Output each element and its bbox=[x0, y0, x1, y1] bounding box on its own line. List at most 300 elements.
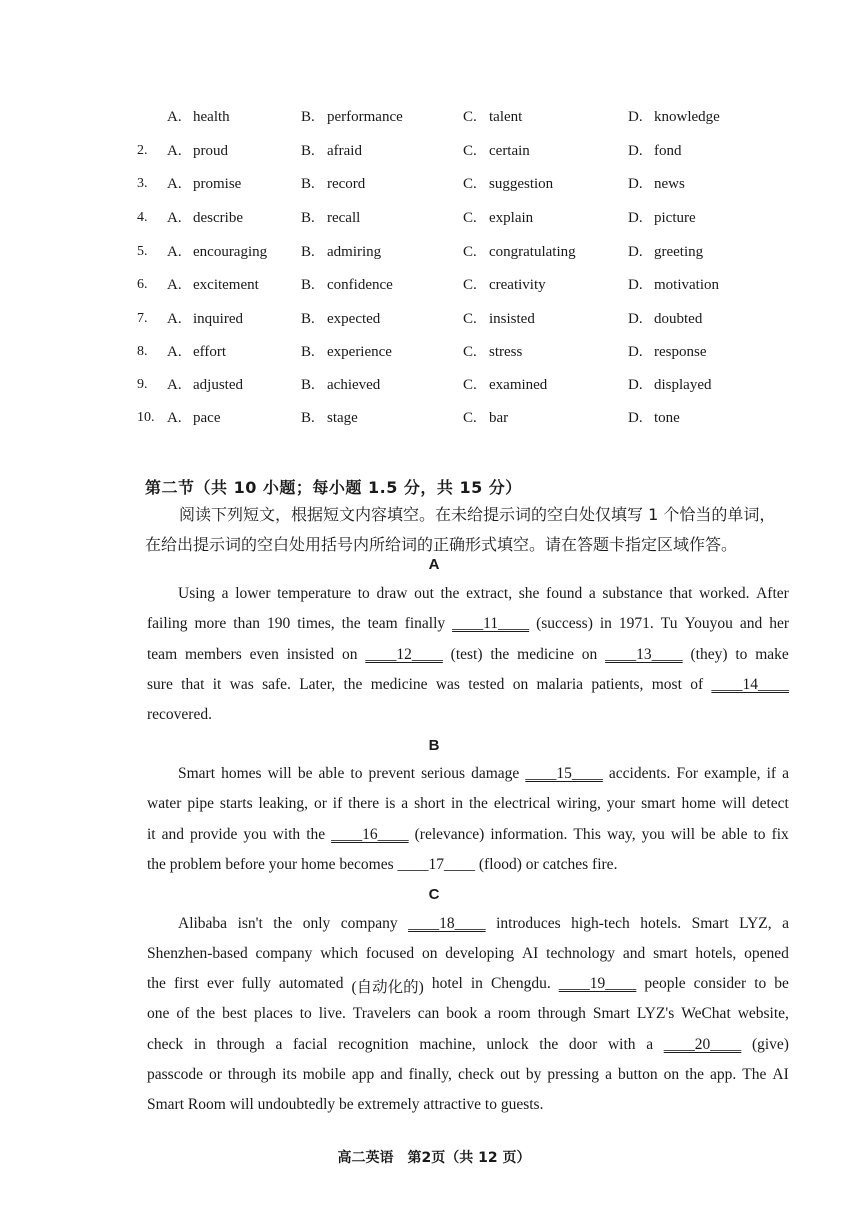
option-letter: A. bbox=[167, 410, 182, 426]
option-row bbox=[0, 277, 868, 307]
word: on bbox=[421, 945, 438, 962]
word: Tu bbox=[660, 615, 678, 632]
word: Chengdu. bbox=[490, 975, 551, 992]
option-text: performance bbox=[327, 109, 403, 125]
word: will bbox=[670, 826, 696, 843]
word: of bbox=[690, 676, 704, 693]
word: smart bbox=[641, 795, 676, 812]
option-letter: D. bbox=[628, 311, 643, 327]
word: check bbox=[147, 1036, 184, 1053]
option-text: record bbox=[327, 176, 366, 192]
page-footer: 高二英语 第2页（共 12 页） bbox=[337, 1150, 531, 1166]
word: a bbox=[588, 585, 596, 602]
word: medicine bbox=[517, 646, 574, 663]
word: draw bbox=[376, 585, 408, 602]
option-letter: B. bbox=[301, 344, 315, 360]
option-text: excitement bbox=[193, 277, 259, 293]
word: safe. bbox=[262, 676, 291, 693]
line-text: recovered. bbox=[147, 706, 212, 723]
word: through bbox=[537, 1005, 586, 1022]
word: by bbox=[525, 1066, 542, 1083]
answer-blank: ____16____ bbox=[331, 826, 409, 843]
word: a bbox=[221, 585, 229, 602]
word: passcode bbox=[147, 1066, 203, 1083]
answer-blank: ____18____ bbox=[408, 915, 486, 932]
word: technology bbox=[546, 945, 616, 962]
passage-line bbox=[147, 856, 789, 874]
option-row bbox=[0, 410, 868, 440]
word: The bbox=[742, 1066, 767, 1083]
word: the bbox=[196, 1005, 216, 1022]
word: pipe bbox=[187, 795, 215, 812]
option-text: knowledge bbox=[654, 109, 720, 125]
word: fully bbox=[241, 975, 271, 992]
passage-b-letter: B bbox=[428, 737, 440, 754]
passage-line bbox=[147, 615, 789, 633]
word: first bbox=[173, 975, 199, 992]
word: in bbox=[470, 975, 483, 992]
option-c bbox=[463, 311, 535, 328]
word: Using bbox=[178, 585, 216, 602]
option-letter: D. bbox=[628, 277, 643, 293]
word: consider bbox=[693, 975, 747, 992]
passage-line bbox=[147, 975, 789, 997]
word: team bbox=[147, 646, 178, 663]
word: with bbox=[272, 826, 301, 843]
word: to bbox=[735, 646, 748, 663]
word: LYZ's bbox=[636, 1005, 675, 1022]
answer-blank: ____13____ bbox=[605, 646, 683, 663]
question-number: 5. bbox=[137, 244, 148, 259]
option-letter: C. bbox=[463, 176, 477, 192]
word: tested bbox=[468, 676, 505, 693]
word: opened bbox=[744, 945, 789, 962]
option-d bbox=[628, 311, 702, 328]
word: substance bbox=[602, 585, 663, 602]
passage-line bbox=[147, 826, 789, 844]
word: be bbox=[701, 826, 716, 843]
word: that bbox=[669, 585, 693, 602]
word: to bbox=[299, 1005, 312, 1022]
option-d bbox=[628, 377, 712, 394]
option-c bbox=[463, 210, 533, 227]
option-letter: A. bbox=[167, 143, 182, 159]
word: on bbox=[663, 1066, 680, 1083]
option-text: creativity bbox=[489, 277, 546, 293]
word: you bbox=[243, 826, 267, 843]
word: Smart bbox=[178, 765, 216, 782]
word: of bbox=[176, 1005, 190, 1022]
option-text: explain bbox=[489, 210, 534, 226]
word: best bbox=[222, 1005, 248, 1022]
option-letter: B. bbox=[301, 109, 315, 125]
word: (自动化的) bbox=[351, 979, 424, 996]
answer-blank: ____12____ bbox=[365, 646, 443, 663]
word: provide bbox=[190, 826, 238, 843]
word: Smart bbox=[691, 915, 729, 932]
word: the bbox=[306, 826, 326, 843]
option-c bbox=[463, 176, 553, 193]
word: (success) bbox=[536, 615, 593, 632]
option-letter: A. bbox=[167, 210, 182, 226]
word: (test) bbox=[450, 646, 483, 663]
option-a bbox=[167, 176, 241, 193]
option-text: insisted bbox=[489, 311, 535, 327]
passage-line bbox=[147, 1066, 789, 1084]
word: is bbox=[385, 795, 396, 812]
option-d bbox=[628, 344, 707, 361]
option-letter: D. bbox=[628, 176, 643, 192]
answer-blank: ____20____ bbox=[663, 1036, 742, 1053]
option-a bbox=[167, 109, 230, 126]
option-text: greeting bbox=[654, 244, 704, 260]
option-letter: B. bbox=[301, 377, 315, 393]
option-b bbox=[301, 143, 362, 160]
word: water bbox=[147, 795, 182, 812]
word: if bbox=[766, 765, 777, 782]
option-row bbox=[0, 311, 868, 341]
option-text: bar bbox=[489, 410, 509, 426]
option-text: picture bbox=[654, 210, 696, 226]
word: the bbox=[341, 615, 361, 632]
word: worked. bbox=[699, 585, 750, 602]
word: it bbox=[212, 676, 222, 693]
word: electrical bbox=[493, 795, 551, 812]
option-text: stage bbox=[327, 410, 358, 426]
option-letter: D. bbox=[628, 143, 643, 159]
word: and bbox=[161, 826, 185, 843]
option-text: congratulating bbox=[489, 244, 576, 260]
option-text: effort bbox=[193, 344, 227, 360]
option-text: afraid bbox=[327, 143, 362, 159]
word: a bbox=[646, 1036, 654, 1053]
word: (relevance) bbox=[414, 826, 485, 843]
option-letter: C. bbox=[463, 277, 477, 293]
word: medicine bbox=[370, 676, 428, 693]
passage-line bbox=[178, 585, 789, 603]
word: times, bbox=[297, 615, 335, 632]
word: her bbox=[769, 615, 789, 632]
word: through bbox=[227, 1066, 277, 1083]
option-text: admiring bbox=[327, 244, 382, 260]
word: live. bbox=[318, 1005, 346, 1022]
option-letter: B. bbox=[301, 176, 315, 192]
word: hotels. bbox=[640, 915, 682, 932]
option-letter: C. bbox=[463, 109, 477, 125]
word: in bbox=[599, 615, 612, 632]
word: finally, bbox=[408, 1066, 452, 1083]
option-b bbox=[301, 410, 358, 427]
option-text: adjusted bbox=[193, 377, 243, 393]
answer-blank: ____14____ bbox=[711, 676, 789, 693]
word: example, bbox=[704, 765, 761, 782]
word: people bbox=[644, 975, 686, 992]
word: on bbox=[341, 646, 358, 663]
option-row bbox=[0, 344, 868, 374]
word: patients, bbox=[591, 676, 644, 693]
option-letter: C. bbox=[463, 410, 477, 426]
word: Travelers bbox=[352, 1005, 411, 1022]
question-number: 10. bbox=[137, 410, 155, 425]
word: Alibaba bbox=[178, 915, 228, 932]
passage-line bbox=[178, 915, 789, 933]
option-d bbox=[628, 176, 685, 193]
word: AI bbox=[772, 1066, 789, 1083]
word: a bbox=[782, 765, 789, 782]
word: your bbox=[606, 795, 636, 812]
option-text: suggestion bbox=[489, 176, 554, 192]
word: and bbox=[380, 1066, 403, 1083]
option-c bbox=[463, 143, 530, 160]
word: ever bbox=[206, 975, 234, 992]
option-text: achieved bbox=[327, 377, 381, 393]
instruction-line-2: 在给出提示词的空白处用括号内所给词的正确形式填空。请在答题卡指定区域作答。 bbox=[145, 535, 738, 554]
option-row bbox=[0, 210, 868, 240]
word: finally bbox=[404, 615, 446, 632]
option-row bbox=[0, 244, 868, 274]
option-letter: B. bbox=[301, 143, 315, 159]
word: be bbox=[297, 765, 313, 782]
question-number: 7. bbox=[137, 311, 148, 326]
word: you bbox=[641, 826, 665, 843]
option-d bbox=[628, 210, 696, 227]
word: will bbox=[267, 765, 292, 782]
option-letter: D. bbox=[628, 244, 643, 260]
word: way, bbox=[606, 826, 636, 843]
instruction-text bbox=[145, 500, 790, 560]
word: room bbox=[498, 1005, 531, 1022]
word: information. bbox=[490, 826, 568, 843]
option-text: describe bbox=[193, 210, 243, 226]
option-a bbox=[167, 377, 243, 394]
answer-blank: ____15____ bbox=[525, 765, 603, 782]
passage-c-letter: C bbox=[428, 886, 440, 903]
option-letter: B. bbox=[301, 244, 315, 260]
word: smart bbox=[653, 945, 688, 962]
word: be bbox=[774, 975, 789, 992]
word: company bbox=[255, 945, 313, 962]
word: which bbox=[320, 945, 359, 962]
option-letter: C. bbox=[463, 344, 477, 360]
passage-line bbox=[147, 676, 789, 694]
line-text: Smart Room will undoubtedly be extremely attractive to guests. bbox=[147, 1096, 544, 1113]
option-a bbox=[167, 410, 220, 427]
word: a bbox=[401, 795, 409, 812]
word: only bbox=[302, 915, 331, 932]
word: to bbox=[754, 975, 767, 992]
word: book bbox=[446, 1005, 478, 1022]
word: LYZ, bbox=[739, 915, 772, 932]
option-letter: D. bbox=[628, 210, 643, 226]
word: temperature bbox=[277, 585, 352, 602]
option-d bbox=[628, 410, 680, 427]
option-a bbox=[167, 277, 259, 294]
word: insisted bbox=[286, 646, 335, 663]
option-letter: B. bbox=[301, 210, 315, 226]
option-d bbox=[628, 143, 682, 160]
word: company bbox=[340, 915, 398, 932]
word: introduces bbox=[496, 915, 561, 932]
word: wiring, bbox=[556, 795, 601, 812]
option-a bbox=[167, 143, 228, 160]
answer-blank: ____19____ bbox=[558, 975, 637, 992]
word: serious bbox=[421, 765, 465, 782]
word: or bbox=[313, 795, 327, 812]
passage-line bbox=[147, 1096, 789, 1114]
word: able bbox=[318, 765, 345, 782]
word: hotels, bbox=[695, 945, 737, 962]
option-text: promise bbox=[193, 176, 242, 192]
option-text: doubted bbox=[654, 311, 703, 327]
word: (give) bbox=[751, 1036, 789, 1053]
word: starts bbox=[219, 795, 253, 812]
word: the bbox=[685, 1066, 705, 1083]
word: damage bbox=[471, 765, 520, 782]
option-a bbox=[167, 311, 243, 328]
word: developing bbox=[445, 945, 515, 962]
word: it bbox=[147, 826, 156, 843]
option-letter: C. bbox=[463, 210, 477, 226]
question-number: 9. bbox=[137, 377, 148, 392]
word: make bbox=[755, 646, 789, 663]
option-text: certain bbox=[489, 143, 530, 159]
option-c bbox=[463, 109, 522, 126]
option-c bbox=[463, 377, 547, 394]
option-d bbox=[628, 109, 720, 126]
word: a bbox=[275, 1036, 283, 1053]
option-letter: C. bbox=[463, 244, 477, 260]
option-text: experience bbox=[327, 344, 392, 360]
word: 190 bbox=[266, 615, 291, 632]
option-c bbox=[463, 344, 522, 361]
word: was bbox=[229, 676, 254, 693]
word: a bbox=[484, 1005, 492, 1022]
option-text: pace bbox=[193, 410, 221, 426]
word: one bbox=[147, 1005, 170, 1022]
passage-line bbox=[147, 1005, 789, 1023]
option-a bbox=[167, 344, 226, 361]
option-text: health bbox=[193, 109, 230, 125]
word: This bbox=[573, 826, 601, 843]
word: to bbox=[350, 765, 363, 782]
word: even bbox=[249, 646, 279, 663]
option-text: fond bbox=[654, 143, 682, 159]
option-letter: A. bbox=[167, 109, 182, 125]
option-text: talent bbox=[489, 109, 523, 125]
word: Shenzhen-based bbox=[147, 945, 248, 962]
word: the bbox=[468, 795, 488, 812]
option-letter: C. bbox=[463, 377, 477, 393]
option-b bbox=[301, 244, 381, 261]
word: the bbox=[147, 975, 166, 992]
word: fix bbox=[771, 826, 789, 843]
option-letter: C. bbox=[463, 143, 477, 159]
word: or bbox=[208, 1066, 222, 1083]
word: Smart bbox=[592, 1005, 630, 1022]
option-text: expected bbox=[327, 311, 381, 327]
word: high-tech bbox=[571, 915, 630, 932]
option-letter: A. bbox=[167, 311, 182, 327]
word: unlock bbox=[486, 1036, 529, 1053]
word: 1971. bbox=[618, 615, 654, 632]
word: team bbox=[367, 615, 398, 632]
option-text: recall bbox=[327, 210, 361, 226]
option-text: stress bbox=[489, 344, 523, 360]
passage-line bbox=[147, 795, 789, 813]
word: pressing bbox=[547, 1066, 600, 1083]
option-text: encouraging bbox=[193, 244, 268, 260]
word: focused bbox=[365, 945, 415, 962]
word: found bbox=[546, 585, 583, 602]
word: mobile bbox=[302, 1066, 346, 1083]
option-text: response bbox=[654, 344, 707, 360]
answer-blank: ____11____ bbox=[452, 615, 530, 632]
passage-line bbox=[147, 1036, 789, 1054]
word: door bbox=[568, 1036, 598, 1053]
word: able bbox=[721, 826, 748, 843]
question-number: 4. bbox=[137, 210, 148, 225]
option-text: motivation bbox=[654, 277, 719, 293]
option-letter: D. bbox=[628, 410, 643, 426]
word: the bbox=[490, 646, 510, 663]
option-text: inquired bbox=[193, 311, 243, 327]
word: members bbox=[184, 646, 242, 663]
word: leaking, bbox=[258, 795, 309, 812]
option-d bbox=[628, 277, 719, 294]
word: prevent bbox=[368, 765, 416, 782]
section-title: 第二节（共 10 小题；每小题 1.5 分，共 15 分） bbox=[145, 478, 522, 497]
instruction-line-1: 阅读下列短文，根据短文内容填空。在未给提示词的空白处仅填写 1 个恰当的单词， bbox=[179, 505, 776, 524]
word: After bbox=[756, 585, 789, 602]
question-number: 3. bbox=[137, 176, 148, 191]
word: the bbox=[539, 1036, 559, 1053]
word: places bbox=[254, 1005, 293, 1022]
word: the bbox=[273, 915, 293, 932]
line-text: the problem before your home becomes ____17____ (flood) or catches fire. bbox=[147, 856, 618, 873]
option-text: confidence bbox=[327, 277, 393, 293]
option-row bbox=[0, 377, 868, 407]
option-a bbox=[167, 244, 267, 261]
passage-line bbox=[178, 765, 789, 783]
word: more bbox=[194, 615, 227, 632]
word: out bbox=[414, 585, 434, 602]
option-b bbox=[301, 311, 380, 328]
word: she bbox=[518, 585, 540, 602]
word: Youyou bbox=[684, 615, 733, 632]
passage-a-letter: A bbox=[428, 556, 440, 573]
option-b bbox=[301, 377, 380, 394]
word: there bbox=[348, 795, 380, 812]
option-letter: B. bbox=[301, 410, 315, 426]
word: Later, bbox=[299, 676, 336, 693]
option-d bbox=[628, 244, 703, 261]
word: check bbox=[457, 1066, 495, 1083]
option-text: displayed bbox=[654, 377, 712, 393]
option-text: tone bbox=[654, 410, 680, 426]
word: malaria bbox=[536, 676, 584, 693]
question-number: 2. bbox=[137, 143, 148, 158]
word: button bbox=[617, 1066, 658, 1083]
word: lower bbox=[235, 585, 271, 602]
word: out bbox=[500, 1066, 520, 1083]
word: extract, bbox=[466, 585, 513, 602]
word: in bbox=[451, 795, 464, 812]
word: machine, bbox=[419, 1036, 476, 1053]
word: the bbox=[343, 676, 363, 693]
word: sure bbox=[147, 676, 173, 693]
option-letter: D. bbox=[628, 109, 643, 125]
option-c bbox=[463, 277, 546, 294]
